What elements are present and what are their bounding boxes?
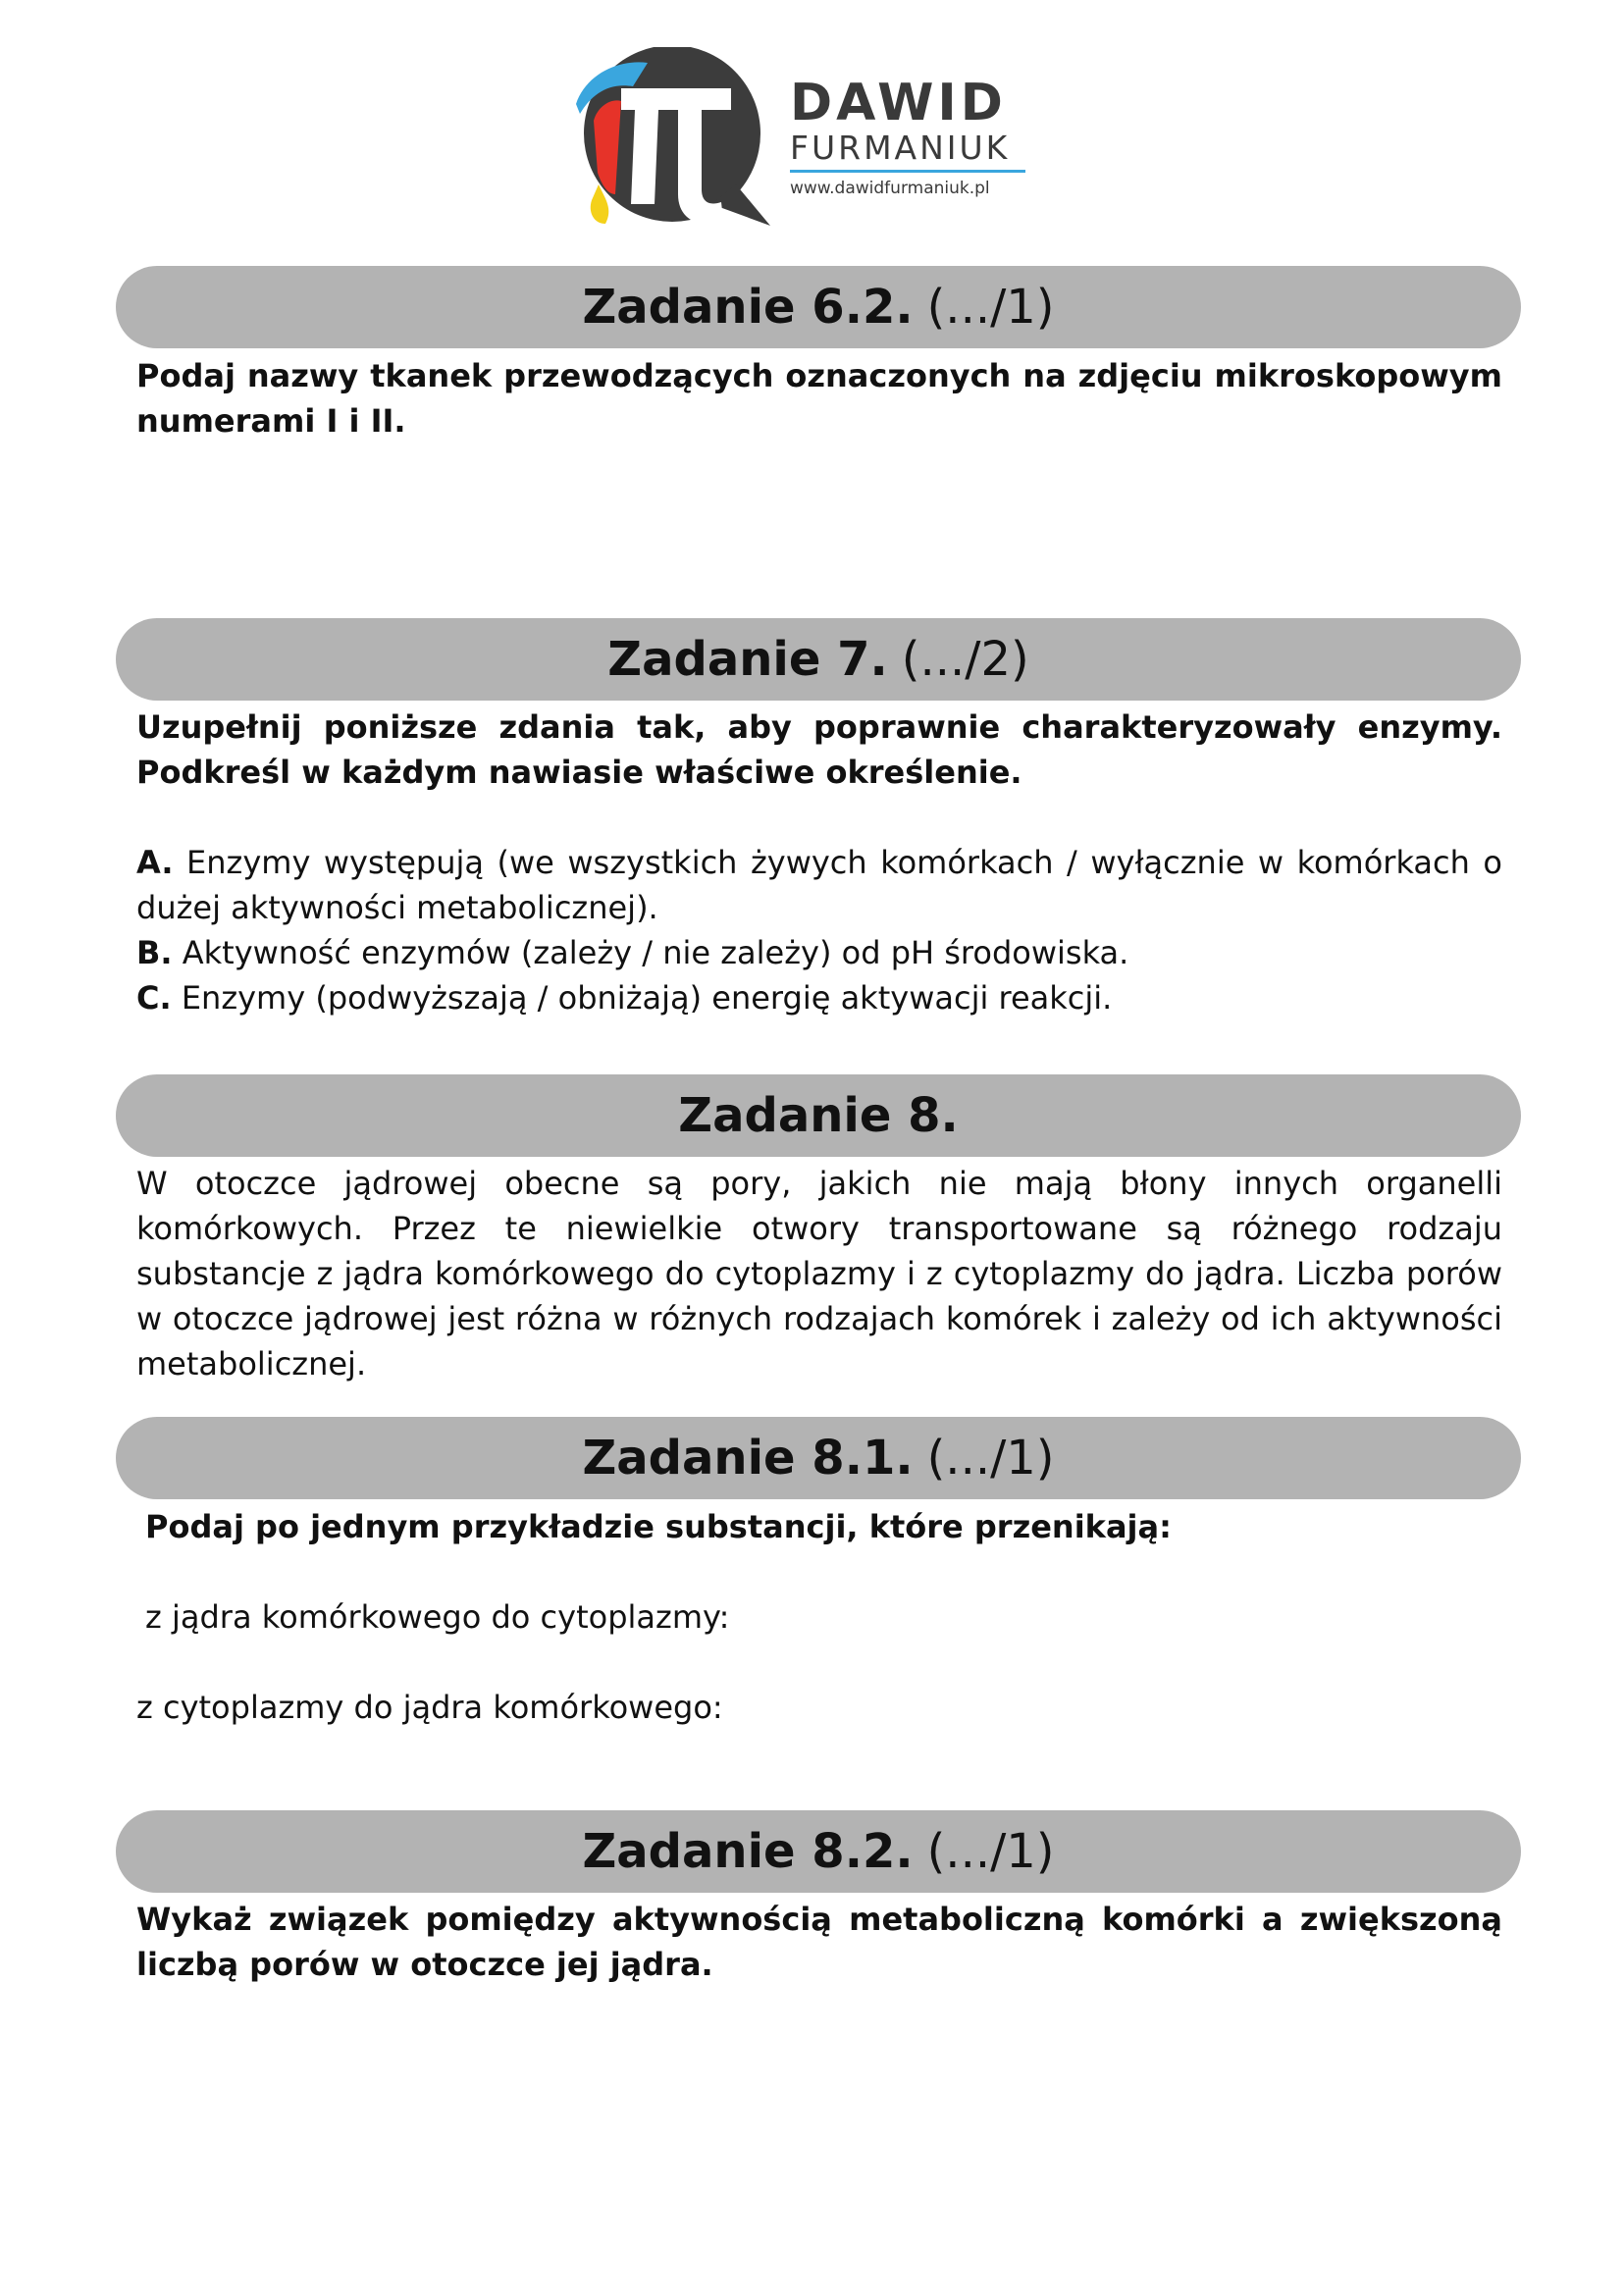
item-text: Aktywność enzymów (zależy / nie zależy) od pH środowiska. — [182, 934, 1129, 971]
task-8-2-header — [116, 1810, 1521, 1893]
task-7-prompt: Uzupełnij poniższe zdania tak, aby poprawnie charakteryzowały enzymy. Podkreśl w każdym nawiasie właściwe określenie. — [136, 708, 1502, 791]
task-8-1-prompt: Podaj po jednym przykładzie substancji, które przenikają: — [145, 1508, 1172, 1545]
task-8-text: W otoczce jądrowej obecne są pory, jakich nie mają błony innych organelli komórkowych. Przez te niewielkie otwory transportowane są różnego rodzaju substancje z jądra komórkowego do cytoplazmy i z cytoplazmy do jądra. Liczba porów w otoczce jądrowej jest różna w różnych rodzajach komórek i zależy od ich aktywności metabolicznej. — [136, 1165, 1502, 1383]
task-7-title: Zadanie 7. — [607, 632, 888, 687]
task-8-2-prompt: Wykaż związek pomiędzy aktywnością metaboliczną komórki a zwiększoną liczbą porów w otoczce jej jądra. — [136, 1901, 1502, 1983]
task-6-2-points: (.../1) — [926, 280, 1055, 335]
task-8-header — [116, 1074, 1521, 1157]
brand-name: DAWID — [790, 74, 1007, 132]
item-letter: C. — [136, 979, 172, 1017]
brand-url: www.dawidfurmaniuk.pl — [790, 179, 990, 198]
task-6-2-header — [116, 266, 1521, 348]
brand-logo — [564, 47, 1035, 234]
task-8-1-line-1: z jądra komórkowego do cytoplazmy: — [145, 1598, 730, 1636]
task-6-2-title: Zadanie 6.2. — [582, 280, 914, 335]
task-8-title: Zadanie 8. — [678, 1088, 959, 1143]
task-8-1-title: Zadanie 8.1. — [582, 1431, 914, 1486]
brand-divider — [790, 170, 1025, 173]
task-7-item-c — [136, 975, 1502, 1020]
item-text: Enzymy występują (we wszystkich żywych komórkach / wyłącznie w komórkach o dużej aktywności metabolicznej). — [136, 844, 1503, 926]
task-7-item-b — [136, 930, 1502, 975]
task-8-2-title: Zadanie 8.2. — [582, 1824, 914, 1879]
item-text: Enzymy (podwyższają / obniżają) energię aktywacji reakcji. — [181, 979, 1113, 1017]
task-8-1-header — [116, 1417, 1521, 1499]
task-6-2-prompt: Podaj nazwy tkanek przewodzących oznaczonych na zdjęciu mikroskopowym numerami I i II. — [136, 357, 1502, 440]
task-7-points: (.../2) — [901, 632, 1029, 687]
item-letter: A. — [136, 844, 174, 881]
task-7-item-a — [136, 840, 1502, 930]
task-7-header — [116, 618, 1521, 701]
task-8-1-points: (.../1) — [926, 1431, 1055, 1486]
task-8-2-points: (.../1) — [926, 1824, 1055, 1879]
brand-surname: FURMANIUK — [790, 129, 1011, 167]
pi-icon — [564, 47, 770, 234]
task-8-1-line-2: z cytoplazmy do jądra komórkowego: — [136, 1689, 723, 1726]
item-letter: B. — [136, 934, 173, 971]
